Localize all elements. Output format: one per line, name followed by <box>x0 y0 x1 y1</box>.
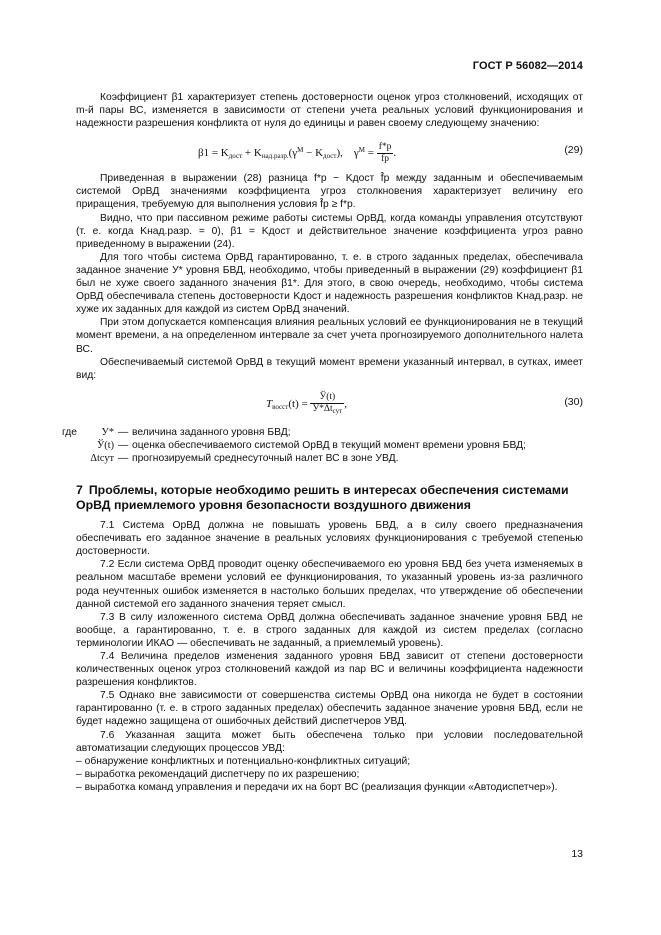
standard-header: ГОСТ Р 56082—2014 <box>472 60 583 72</box>
formula-30 <box>76 382 583 422</box>
clause-7-5: 7.5 Однако вне зависимости от совершенства системы ОрВД она никогда не будет в состоянии гарантированно (т. е. в строго заданных пределах) обеспечить заданное значение уровня БВД, если не будет надежно защищена от ошибочных действий диспетчеров УВД. <box>76 690 583 728</box>
paragraph-guarantee: Для того чтобы система ОрВД гарантированно, т. е. в строго заданных пределах, обеспечивала заданное значение У* уровня БВД, необходимо, чтобы приведенный в выражении (29) коэффициент β1 был не хуже своего заданного значения β1*. Для этого, в свою очередь, необходимо, чтобы система ОрВД обеспечивала степень достоверности Kдост и надежность разрешения конфликтов Kнад.разр. не хуже их заданных для каждой из систем ОрВД значений. <box>76 251 583 316</box>
page-number: 13 <box>571 848 583 860</box>
paragraph-passive-mode: Видно, что при пассивном режиме работы системы ОрВД, когда команды управления отсутствуют (т. е. когда Kнад.разр. = 0), β1 = Kдост и действительное значение коэффициента угроз равно приведенному в выражении (24). <box>76 212 583 250</box>
clause-7-2: 7.2 Если система ОрВД проводит оценку обеспечиваемого ею уровня БВД без учета изменяемых в реальном масштабе времени условий ее функционирования, то указанный уровень из-за различного рода неучтенных ошибок изменяется в настолько больших пределах, что утверждение об обеспечении данной системой его заданного значения теряет смысл. <box>76 559 583 610</box>
paragraph-compensation: При этом допускается компенсация влияния реальных условий ее функционирования не в текущий момент времени, а на определенном интервале за счет учета прогнозируемого дополнительного налета ВС. <box>76 317 583 355</box>
formula-30-expression: $T_{восст}(t)$ = $\frac{Ў(t)}{У*\Delta t_{сут}}$ , <box>266 391 347 415</box>
clause-7-6: 7.6 Указанная защита может быть обеспечена только при условии последовательной автоматизации следующих процессов УВД: <box>76 729 583 754</box>
definition-dash: — <box>118 452 129 464</box>
list-item: – выработка рекомендаций диспетчеру по их разрешению; <box>76 768 360 780</box>
paragraph-difference: Приведенная в выражении (28) разница f*p − Kдост f̂p между заданным и обеспечиваемым системой ОрВД значениями коэффициента угроз столкновения характеризует величину его приращения, требуемую для выполнения условия f̂p ≥ f*p. <box>76 173 583 211</box>
definition-symbol: Ў(t) <box>96 439 114 451</box>
formula-29-number: (29) <box>564 144 583 157</box>
section-7-heading: 7 Проблемы, которые необходимо решить в интересах обеспечения системами ОрВД приемлемого уровня безопасности воздушного движения <box>76 483 569 513</box>
paragraph-interval: Обеспечиваемый системой ОрВД в текущий момент времени указанный интервал, в сутках, имеет вид: <box>76 356 583 381</box>
formula-30-fraction: $\frac{Ў(t)}{У*\Delta t_{сут}}$ <box>312 391 343 415</box>
definition-symbol: Δtсут <box>90 452 114 464</box>
clause-7-4: 7.4 Величина пределов изменения заданного уровня БВД зависит от степени достоверности количественных оценок угроз столкновений каждой из пар ВС и величины коэффициента надежности разрешения конфликтов. <box>76 651 583 689</box>
formula-30-number: (30) <box>564 395 583 408</box>
definition-row <box>76 439 583 452</box>
clause-7-3: 7.3 В силу изложенного система ОрВД должна обеспечивать заданное значение уровня БВД не вообще, а гарантированно, т. е. в строго заданных для каждой из систем пределах (согласно терминологии ИКАО — обеспечивать не заданный, а приемлемый уровень). <box>76 611 583 649</box>
definition-row: где У* — величина заданного уровня БВД; <box>76 426 583 439</box>
list-item: – обнаружение конфликтных и потенциально-конфликтных ситуаций; <box>76 755 411 767</box>
definitions <box>62 426 583 465</box>
definition-dash: — <box>118 439 129 451</box>
definition-row <box>76 452 583 465</box>
clause-7-1: 7.1 Система ОрВД должна не повышать уровень БВД, а в силу своего предназначения обеспечивать его заданное значение в реальных условиях функционирования с требуемой степенью достоверности. <box>76 520 583 558</box>
formula-29-expression: $\beta 1 = K_{дост} + K_{над.разр.}(\gamma^M - K_{дост})$, $\gamma^M$ = $\frac{f*p}{fp}$ . <box>198 142 397 165</box>
definition-text: прогнозируемый среднесуточный налет ВС в зоне УВД. <box>132 452 399 464</box>
formula-29 <box>76 130 583 172</box>
definition-symbol: У* <box>101 426 114 438</box>
paragraph-beta1: Коэффициент β1 характеризует степень достоверности оценок угроз столкновений, исходящих от m-й пары ВС, изменяется в зависимости от степени учета реальных условий функционирования и надежности разрешения конфликта от нуля до единицы и равен своему следующему значению: <box>76 92 583 130</box>
definition-dash: — <box>118 426 129 438</box>
definition-text: оценка обеспечиваемого системой ОрВД в текущий момент времени уровня БВД; <box>132 439 526 451</box>
list-item: – выработка команд управления и передачи их на борт ВС (реализация функции «Автодиспетчер»). <box>76 781 558 793</box>
page-content <box>62 91 583 794</box>
formula-29-fraction: $\frac{f*p}{fp}$ <box>378 142 392 165</box>
definition-text: величина заданного уровня БВД; <box>132 426 291 438</box>
